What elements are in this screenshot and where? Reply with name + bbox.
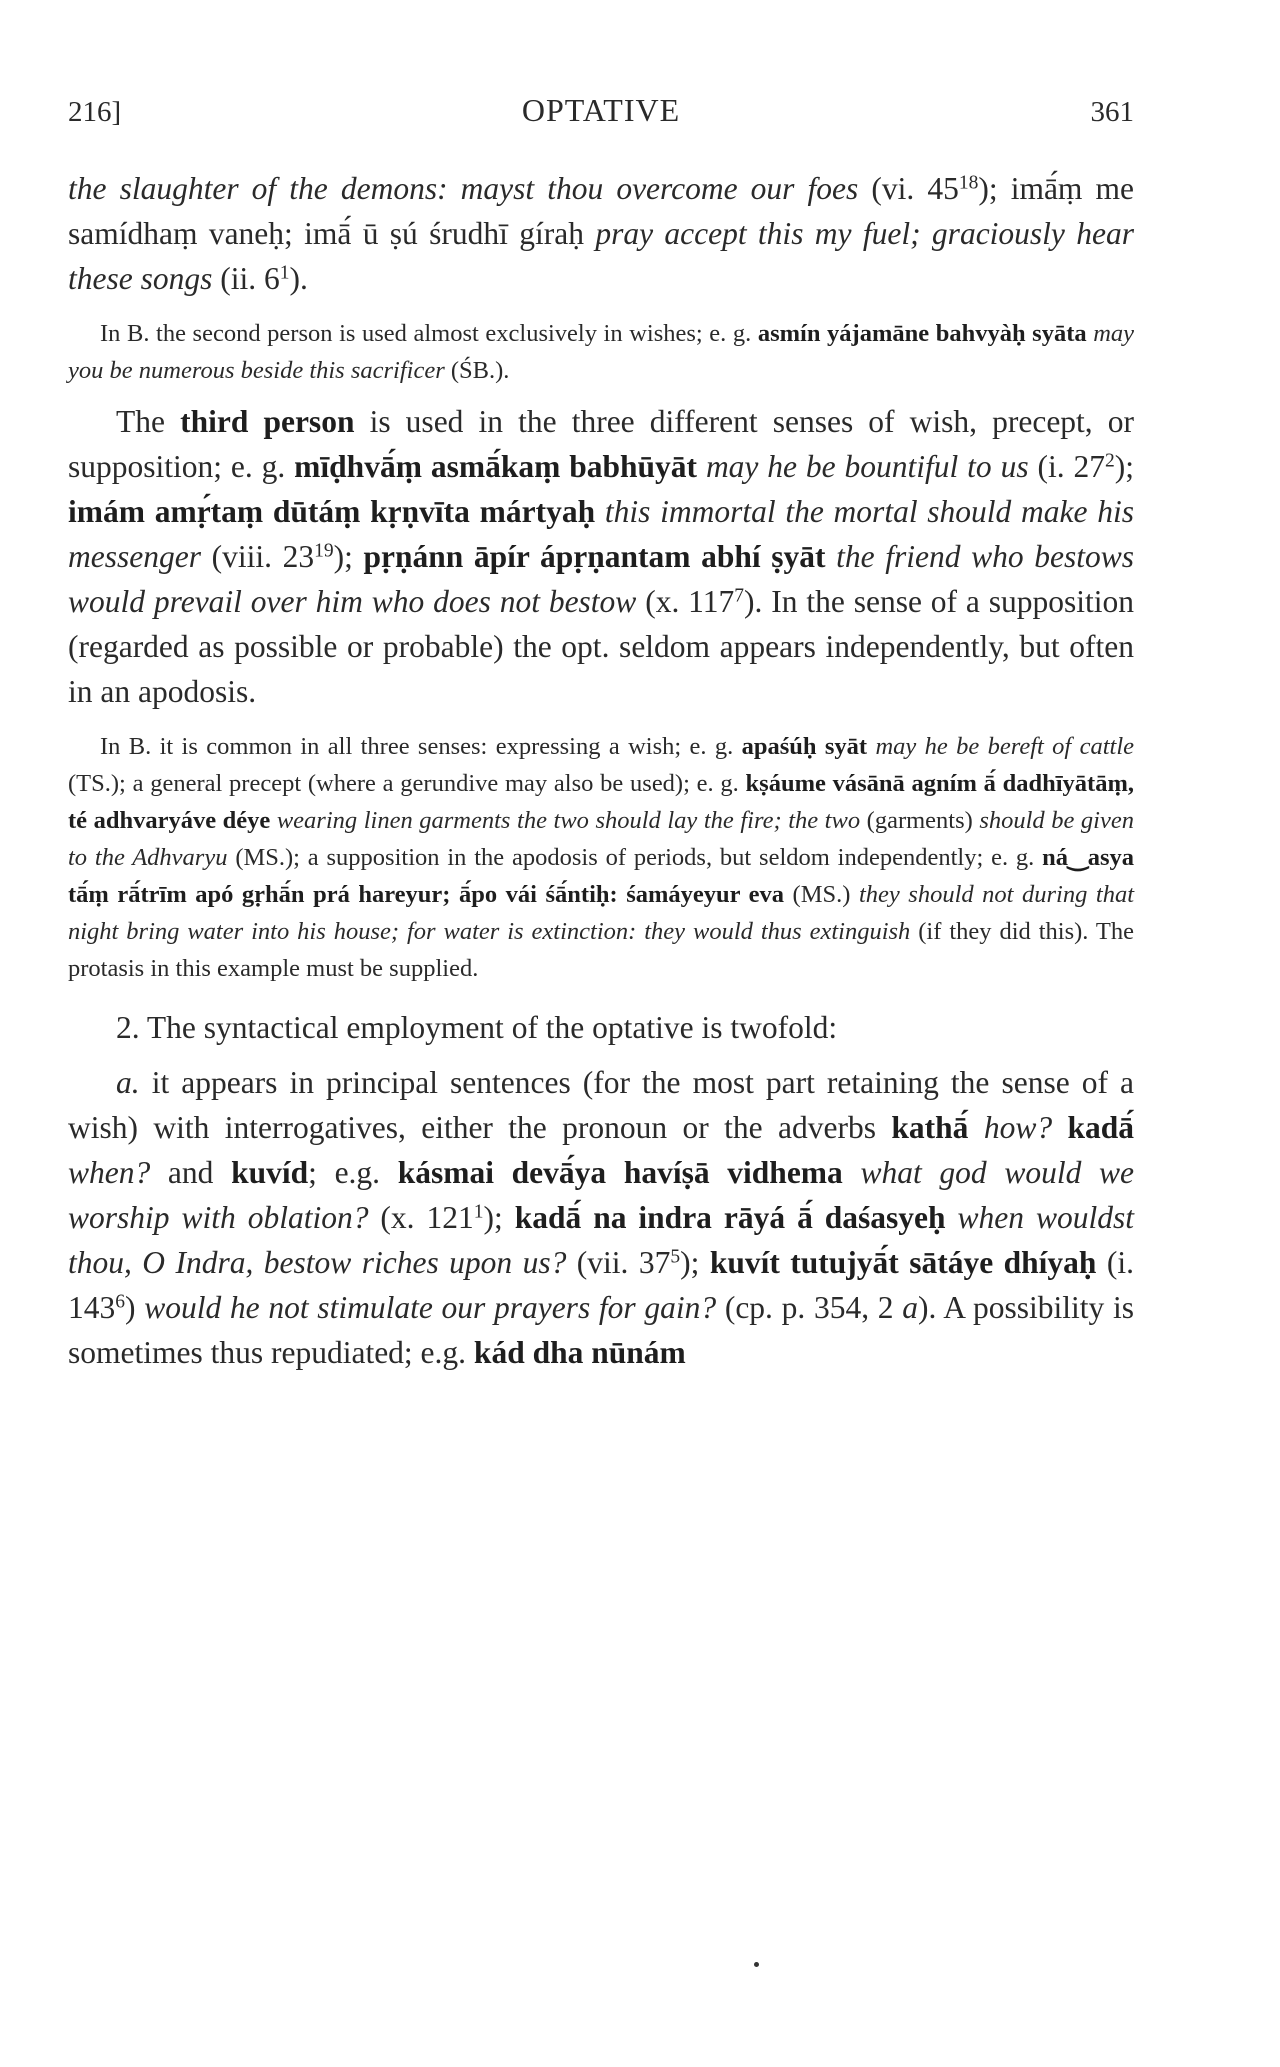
- ink-speck: [754, 1962, 759, 1967]
- page-title: OPTATIVE: [521, 92, 681, 128]
- page-number: 361: [1090, 96, 1134, 128]
- section-number: 216]: [68, 96, 122, 128]
- paragraph-second-person-brahmana-note: In B. the second person is used almost exclusively in wishes; e. g. asmín yájamāne bahvyàḥ syāta may you be numerous beside this sacrificer (ŚB.).: [68, 320, 1135, 384]
- paragraph-syntactical-employment: 2. The syntactical employment of the optative is twofold:: [116, 1010, 838, 1045]
- paragraph-principal-sentences: a. it appears in principal sentences (for the most part retaining the sense of a wish) with interrogatives, either the pronoun or the adverbs kathā́ how? kadā́ when? and kuvíd; e.g. kásmai devā́ya havíṣā vidhema what god would we worship with oblation? (x. $121^1$); kadā́ na indra rāyá ā́ daśasyeḥ when wouldst thou, O Indra, bestow riches upon us? (vii. $37^5$); kuvít tutujyā́t sātáye dhíyaḥ (i. $143^6$) would he not stimulate our prayers for gain? (cp. p. 354, 2 a). A possibility is sometimes thus repudiated; e.g. kád dha nūnám: [68, 1065, 1135, 1370]
- paragraph-second-person-rv-example: the slaughter of the demons: mayst thou overcome our foes (vi. $45^{18}$); imā́ṃ me samídhaṃ vaneḥ; imā́ ū ṣú śrudhī gíraḥ pray accept this my fuel; graciously hear these songs (ii. $6^1$).: [68, 171, 1135, 296]
- running-head: [68, 92, 1134, 136]
- paragraph-third-person: The third person is used in the three different senses of wish, precept, or supposition; e. g. mīḍhvā́ṃ asmā́kaṃ babhūyāt may he be bountiful to us (i. $27^2$); imám amṛ́taṃ dūtáṃ kṛṇvīta mártyaḥ this immortal the mortal should make his messenger (viii. $23^{19}$); pṛṇánn āpír ápṛṇantam abhí ṣyāt the friend who bestows would prevail over him who does not bestow (x. $117^7$). In the sense of a supposition (regarded as possible or probable) the opt. seldom appears independently, but often in an apodosis.: [68, 404, 1135, 709]
- book-page: [68, 92, 1134, 1375]
- paragraph-brahmana-three-senses-note: In B. it is common in all three senses: expressing a wish; e. g. apaśúḥ syāt may he be bereft of cattle (TS.); a general precept (where a gerundive may also be used); e. g. kṣáume vásānā agním ā́ dadhīyātāṃ, té adhvaryáve déye wearing linen garments the two should lay the fire; the two (garments) should be given to the Adhvaryu (MS.); a supposition in the apodosis of periods, but seldom independently; e. g. ná‿asya tā́ṃ rā́trīm apó gṛhā́n prá hareyur; ā́po vái śā́ntiḥ: śamáyeyur eva (MS.) they should not during that night bring water into his house; for water is extinction: they would thus extinguish (if they did this). The protasis in this example must be supplied.: [68, 733, 1135, 982]
